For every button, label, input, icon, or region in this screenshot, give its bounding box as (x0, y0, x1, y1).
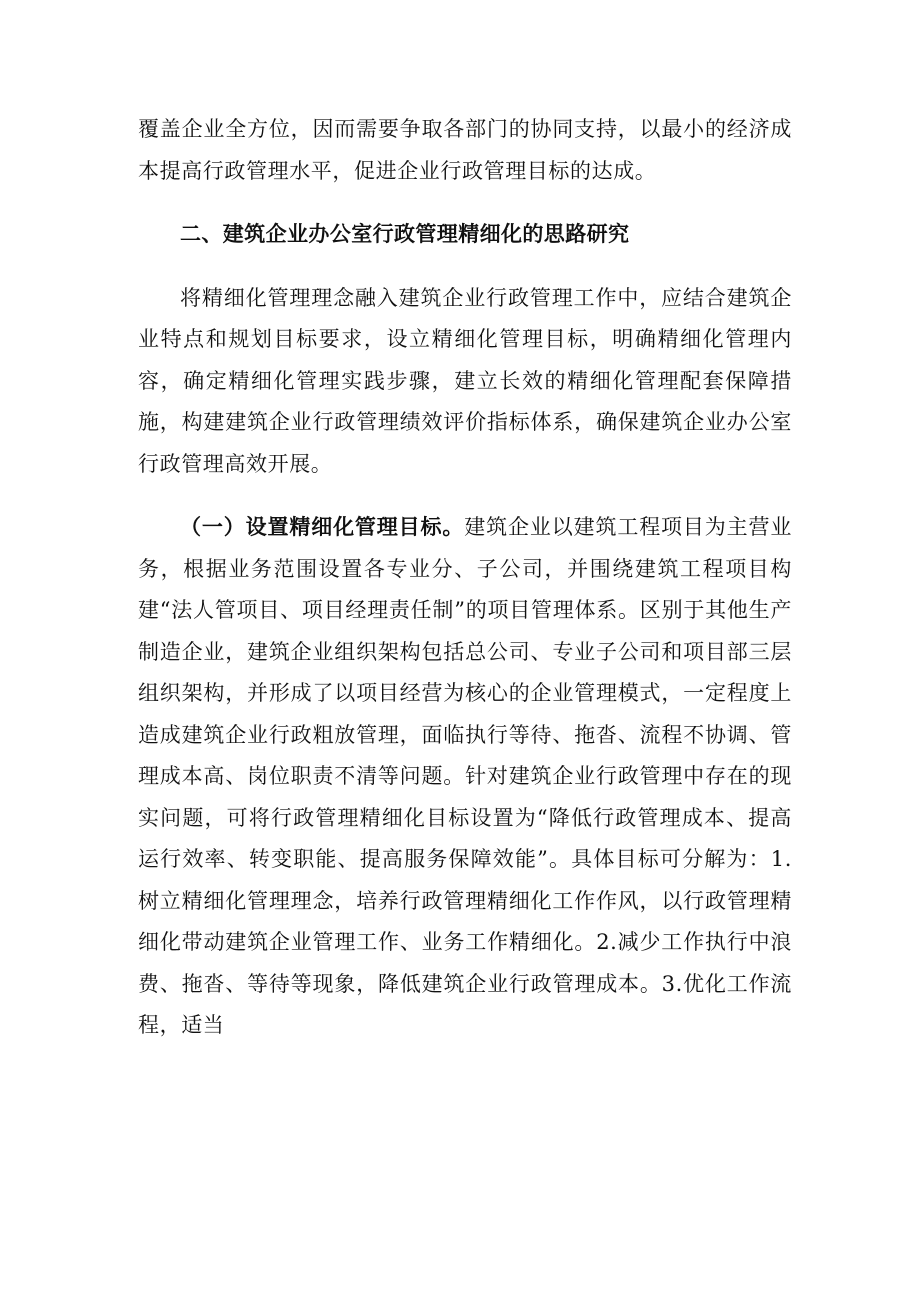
subsection-body: 建筑企业以建筑工程项目为主营业务，根据业务范围设置各专业分、子公司，并围绕建筑工程项目构建“法人管项目、项目经理责任制”的项目管理体系。区别于其他生产制造企业，建筑企业组织架构包括总公司、专业子公司和项目部三层组织架构，并形成了以项目经营为核心的企业管理模式，一定程度上造成建筑企业行政粗放管理，面临执行等待、拖沓、流程不协调、管理成本高、岗位职责不清等问题。针对建筑企业行政管理中存在的现实问题，可将行政管理精细化目标设置为“降低行政管理成本、提高运行效率、转变职能、提高服务保障效能”。具体目标可分解为：1.树立精细化管理理念，培养行政管理精细化工作作风，以行政管理精细化带动建筑企业管理工作、业务工作精细化。2.减少工作执行中浪费、拖沓、等待等现象，降低建筑企业行政管理成本。3.优化工作流程，适当 (138, 515, 792, 1037)
paragraph-subsection-goals (138, 507, 792, 1047)
section-heading: 二、建筑企业办公室行政管理精细化的思路研究 (180, 222, 630, 246)
paragraph-intro: 将精细化管理理念融入建筑企业行政管理工作中，应结合建筑企业特点和规划目标要求，设立精细化管理目标，明确精细化管理内容，确定精细化管理实践步骤，建立长效的精细化管理配套保障措施，构建建筑企业行政管理绩效评价指标体系，确保建筑企业办公室行政管理高效开展。 (138, 285, 792, 476)
document-body (138, 109, 792, 1047)
paragraph-continuation: 覆盖企业全方位，因而需要争取各部门的协同支持，以最小的经济成本提高行政管理水平，促进企业行政管理目标的达成。 (138, 117, 792, 183)
subsection-heading: （一）设置精细化管理目标。 (180, 515, 465, 539)
